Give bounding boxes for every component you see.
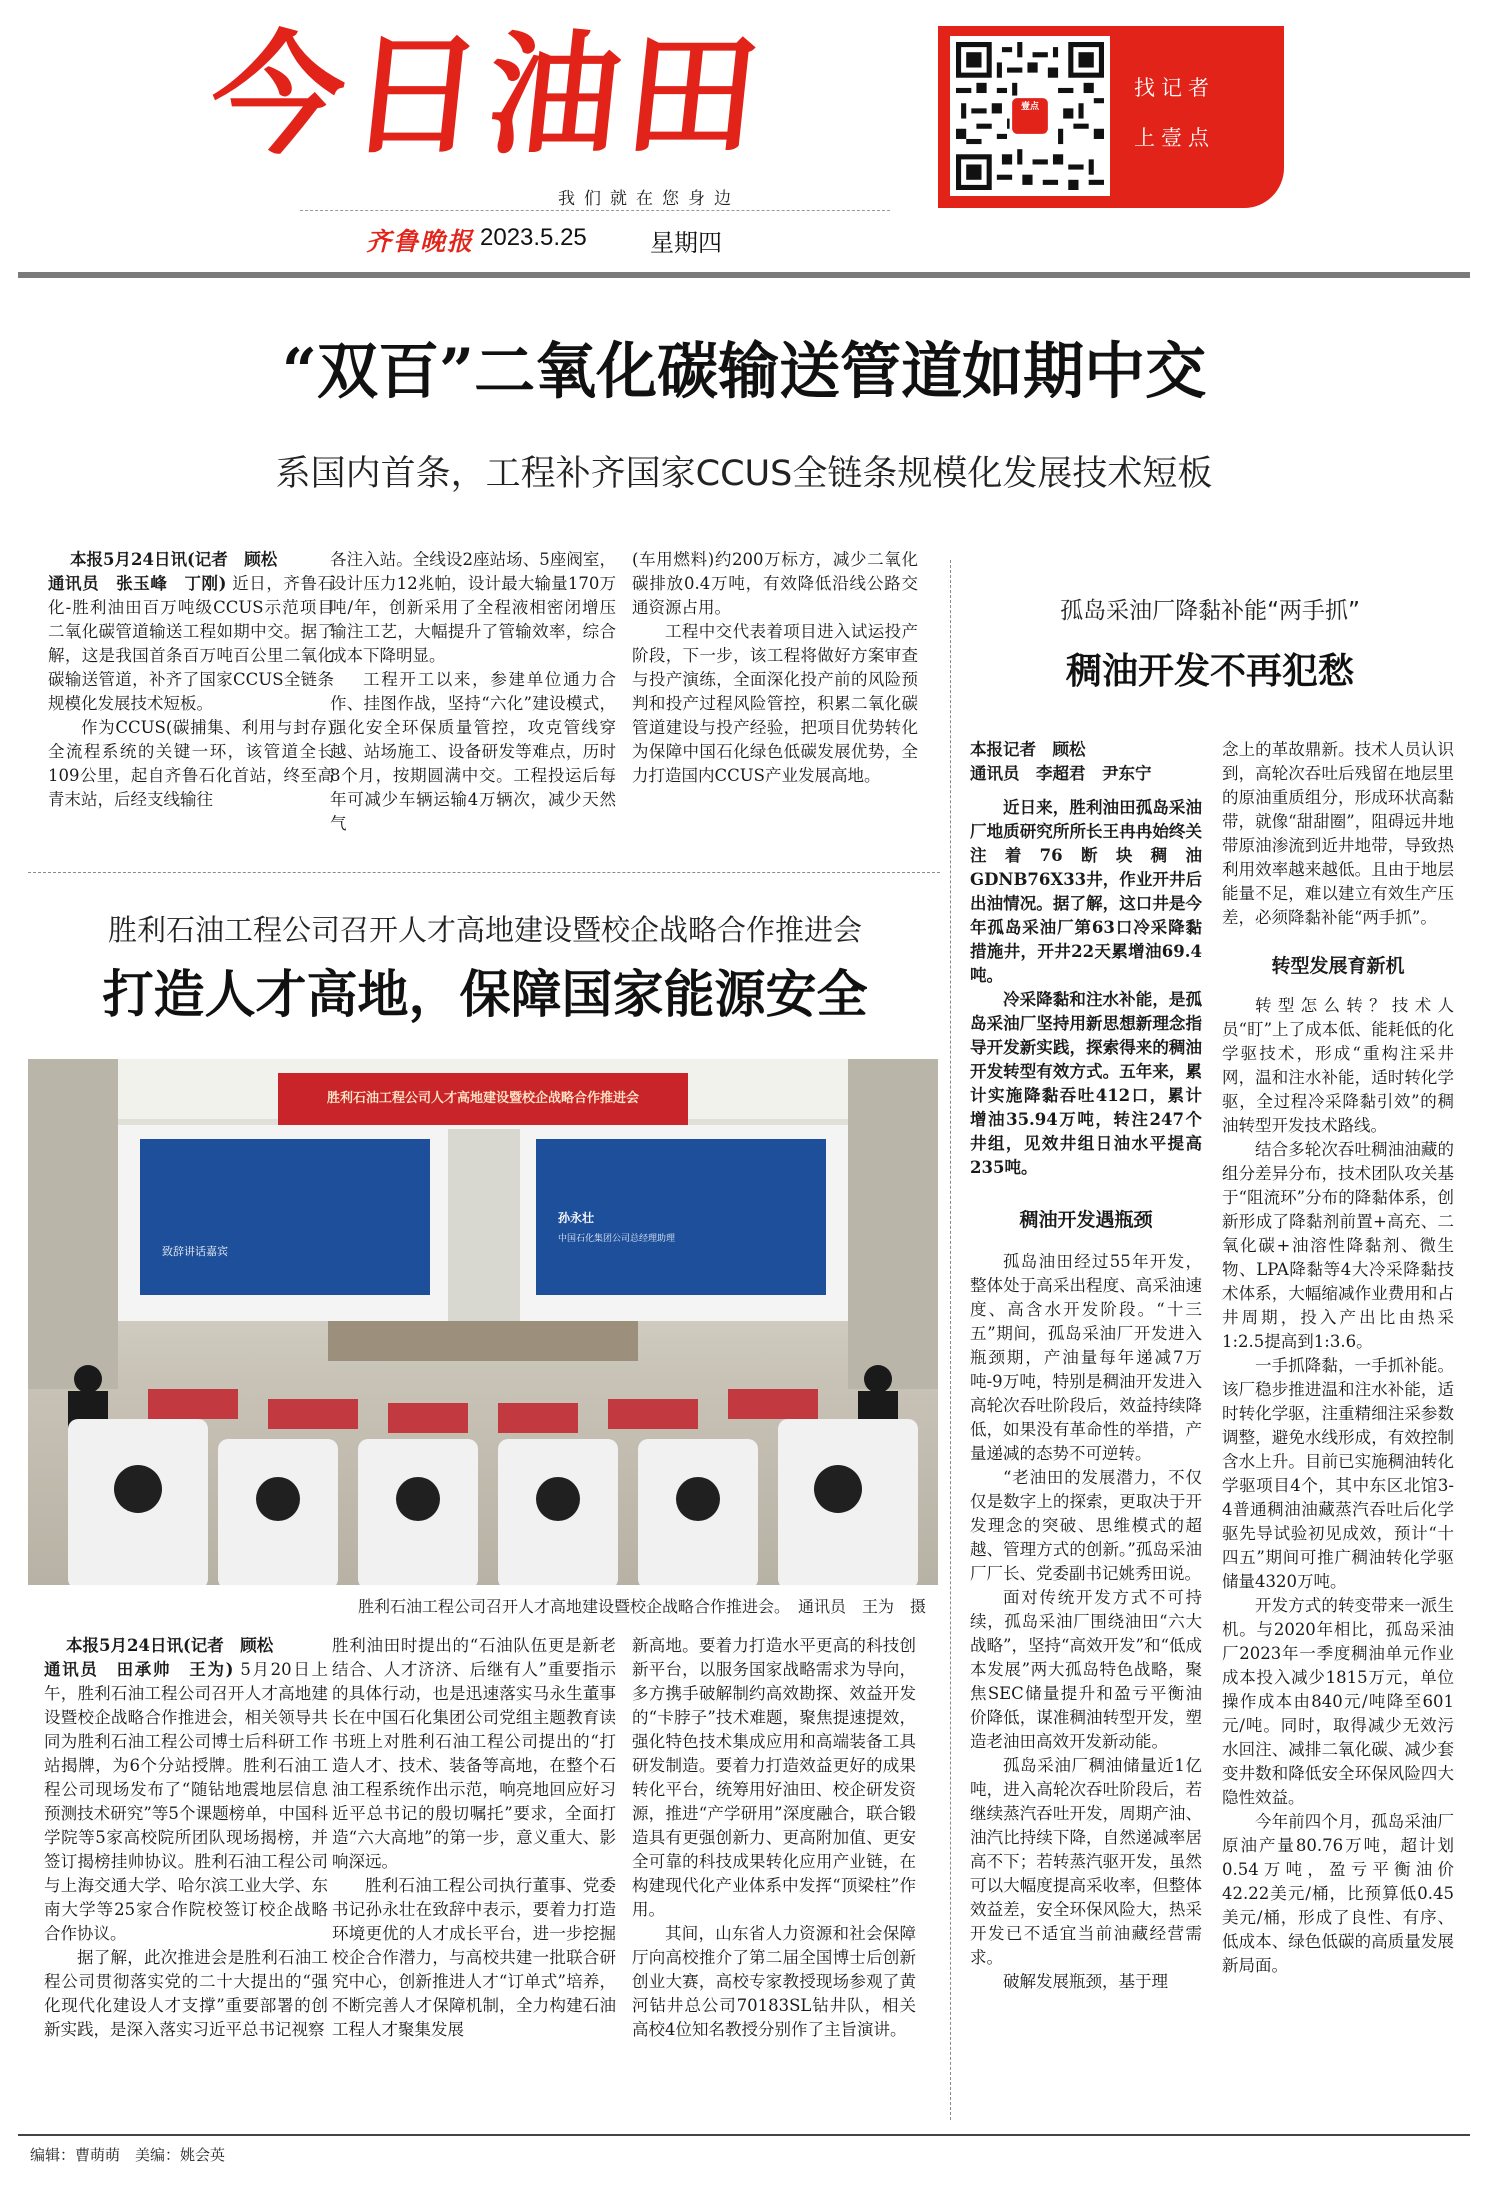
story3-p2: “老油田的发展潜力，不仅仅是数字上的探索，更取决于开发理念的突破、思维模式的超越、管理方式的创新。”孤岛采油厂厂长、党委副书记姚秀田说。 [970,1468,1202,1583]
story1-col1b-text: 作为CCUS(碳捕集、利用与封存)全流程系统的关键一环，该管道全长109公里，起自齐鲁石化首站，终至高青末站，后经支线输往 [48,718,334,809]
photo-screen-right-name: 孙永壮 [558,1211,595,1225]
story3-c2p3: 一手抓降黏，一手抓补能。该厂稳步推进温和注水补能，适时转化学驱，注重精细注采参数调整，避免水线形成，有效控制含水上升。目前已实施稠油转化学驱项目4个，其中东区北馆3-4普通稠油油藏蒸汽吞吐后化学驱先导试验初见成效，预计“十四五”期间可推广稠油转化学驱储量4320万吨。 [1222,1356,1454,1591]
story3-lead: 近日来，胜利油田孤岛采油厂地质研究所所长王冉冉始终关注着76断块稠油GDNB76X33井，作业开井后出油情况。据了解，这口井是今年孤岛采油厂第63口冷采降黏措施井，开井22天累增油69.4吨。 [970,798,1202,985]
story1-col3b-text: 工程中交代表着项目进入试运投产阶段，下一步，该工程将做好方案审查与投产演练，全面深化投产前的风险预判和投产过程风险管控，积累二氧化碳管道建设与投产经验，把项目优势转化为保障中国石化绿色低碳发展优势，全力打造国内CCUS产业发展高地。 [632,622,918,785]
story3-c2p2: 结合多轮次吞吐稠油油藏的组分差异分布，技术团队攻关基于“阻流环”分布的降黏体系，创新形成了降黏剂前置+高充、二氧化碳+油溶性降黏剂、微生物、LPA降黏等4大冷采降黏技术体系，大幅缩减作业费用和占井周期，投入产出比由热采1:2.5提高到1:3.6。 [1222,1140,1454,1351]
story2-byline-2-wrap [44,1658,328,1946]
story2-col2a-text: 胜利油田时提出的“石油队伍更是新老结合、人才济济、后继有人”重要指示的具体行动，也是迅速落实马永生董事长在中国石化集团公司党组主题教育读书班上对胜利石油工程公司提出的“打造人才、技术、装备等高地，在整个石油工程系统作出示范，响亮地回应好习近平总书记的殷切嘱托”要求，全面打造“六大高地”的第一步，意义重大、影响深远。 [332,1636,616,1871]
story3-p4: 孤岛采油厂稠油储量近1亿吨，进入高轮次吞吐阶段后，若继续蒸汽吞吐开发，周期产油、油汽比持续下降，自然递减率居高不下；若转蒸汽驱开发，虽然可以大幅度提高采收率，但整体效益差，安全环保风险大，热采开发已不适宜当前油藏经营需求。 [970,1756,1202,1967]
issue-weekday: 星期四 [650,229,722,257]
issue-date: 2023.5.25 [480,224,587,251]
story3-kicker: 孤岛采油厂降黏补能“两手抓” [1060,598,1360,624]
story1-col2b-text: 工程开工以来，参建单位通力合作、挂图作战，坚持“六化”建设模式，强化安全环保质量管控，攻克管线穿越、站场施工、设备研发等难点，历时8个月，按期圆满中交。工程投运后每年可减少车辆运输4万辆次，减少天然气 [330,670,616,833]
story1-column-2 [330,548,616,860]
story2-column-1 [44,1634,328,2124]
photo-screen-left: 致辞讲话嘉宾 [162,1245,228,1258]
story3-p1: 孤岛油田经过55年开发，整体处于高采出程度、高采油速度、高含水开发阶段。“十三五”期间，孤岛采油厂开发进入瓶颈期，产油量每年递减7万吨-9万吨，特别是稠油开发进入高轮次吞吐阶段后，效益持续降低，如果没有革命性的举措，产量递减的态势不可逆转。 [970,1252,1202,1463]
story2-kicker: 胜利石油工程公司召开人才高地建设暨校企战略合作推进会 [107,913,862,947]
story3-subhead-1: 稠油开发遇瓶颈 [1019,1209,1153,1231]
story2-headline: 打造人才高地，保障国家能源安全 [102,965,868,1025]
story3-column-2 [1222,738,1454,2128]
masthead-slogan-rule [300,210,890,211]
story1-headline: “双百”二氧化碳输送管道如期中交 [281,336,1207,407]
story2-col3a-text: 新高地。要着力打造水平更高的科技创新平台，以服务国家战略需求为导向，多方携手破解制约高效勘探、效益开发的“卡脖子”技术难题，聚焦提速提效，强化特色技术集成应用和高端装备工具研发制造。要着力打造效益更好的成果转化平台，统筹用好油田、校企研发资源，推进“产学研用”深度融合，联合锻造具有更强创新力、更高附加值、更安全可靠的科技成果转化应用产业链，在构建现代化产业体系中发挥“顶梁柱”作用。 [632,1636,916,1919]
story3-headline: 稠油开发不再犯愁 [1065,650,1354,692]
divider-story1 [28,872,940,873]
story3-byline-2: 通讯员 李超君 尹东宁 [970,764,1152,783]
story1-byline-1: 本报5月24日讯(记者 顾松 [70,550,278,569]
divider-right-column [950,560,951,2120]
story2-byline-2: 通讯员 田承帅 王为) [44,1660,234,1679]
story1-col3a-text: (车用燃料)约200万标方，减少二氧化碳排放0.4万吨，有效降低沿线公路交通资源占用。 [632,550,918,617]
masthead-bar [18,272,1470,278]
story2-column-2 [332,1634,616,2124]
contact-line-1: 找记者 [1134,76,1215,100]
story3-p3: 面对传统开发方式不可持续，孤岛采油厂围绕油田“六大战略”，坚持“高效开发”和“低成本发展”两大孤岛特色战略，聚焦SEC储量提升和盈亏平衡油价降低，谋准稠油转型开发，塑造老油田高效开发新动能。 [970,1588,1202,1751]
story2-col1-text: 5月20日上午，胜利石油工程公司召开人才高地建设暨校企战略合作推进会，相关领导共同为胜利石油工程公司博士后科研工作站揭牌，为6个分站授牌。胜利石油工程公司现场发布了“随钻地震地层信息预测技术研究”等5个课题榜单，中国科学院等5家高校院所团队现场揭榜，并签订揭榜挂帅协议。胜利石油工程公司与上海交通大学、哈尔滨工业大学、东南大学等25家合作院校签订校企战略合作协议。 [44,1660,328,1943]
story1-column-3 [632,548,918,860]
story1-col2a-text: 各注入站。全线设2座站场、5座阀室，设计压力12兆帕，设计最大输量170万吨/年，创新采用了全程液相密闭增压输注工艺，大幅提升了管输效率，综合成本下降明显。 [330,550,616,665]
qr-code[interactable] [950,36,1110,196]
contact-line-2: 上壹点 [1134,126,1215,150]
story3-c2p1: 转型怎么转？技术人员“盯”上了成本低、能耗低的化学驱技术，形成“重构注采井网，温和注水补能，适时转化学驱，全过程冷采降黏引效”的稠油转型开发技术路线。 [1222,996,1454,1135]
story3-p5: 破解发展瓶颈，基于理 [1003,1972,1168,1991]
story1-byline-2: 通讯员 张玉峰 丁刚) [48,574,227,593]
photo-banner-text: 胜利石油工程公司人才高地建设暨校企战略合作推进会 [326,1091,639,1106]
story1-col1-text: 近日，齐鲁石化-胜利油田百万吨级CCUS示范项目二氧化碳管道输送工程如期中交。据了解，这是我国首条百万吨百公里二氧化碳输送管道，补齐了国家CCUS全链条规模化发展技术短板。 [48,574,334,713]
story1-byline-2-wrap [48,572,334,716]
story1-subhead: 系国内首条，工程补齐国家CCUS全链条规模化发展技术短板 [275,454,1213,494]
story2-column-3 [632,1634,916,2124]
masthead-slogan: 我们就在您身边 [558,189,740,209]
meeting-photo [28,1059,938,1585]
contact-badge [938,26,1284,208]
story3-subhead-2: 转型发展育新机 [1271,955,1405,977]
qr-center-label: 壹点 [1020,102,1039,112]
story2-byline-1: 本报5月24日讯(记者 顾松 [66,1636,274,1655]
story3-lead-2: 冷采降黏和注水补能，是孤岛采油厂坚持用新思想新理念指导开发新实践，探索得来的稠油开发转型有效方式。五年来，累计实施降黏吞吐412口，累计增油35.94万吨，转注247个井组，见效井组日油水平提高235吨。 [970,990,1202,1177]
meeting-room-illustration [28,1059,938,1585]
photo-screen-right-title: 中国石化集团公司总经理助理 [558,1234,676,1244]
story2-col3b-text: 其间，山东省人力资源和社会保障厅向高校推介了第二届全国博士后创新创业大赛，高校专家教授现场参观了黄河钻井总公司70183SL钻井队，相关高校4位知名教授分别作了主旨演讲。 [632,1924,916,2039]
story3-c2p5: 今年前四个月，孤岛采油厂原油产量80.76万吨，超计划0.54万吨，盈亏平衡油价42.22美元/桶，比预算低0.45美元/桶，形成了良性、有序、低成本、绿色低碳的高质量发展新局面。 [1222,1812,1454,1975]
story3-column-1 [970,738,1202,2128]
story3-c2p0: 念上的革故鼎新。技术人员认识到，高轮次吞吐后残留在地层里的原油重质组分，形成环状高黏带，就像“甜甜圈”，阻碍远井地带原油渗流到近井地带，导致热利用效率越来越低。且由于地层能量不足，难以建立有效生产压差，必须降黏补能“两手抓”。 [1222,740,1454,927]
story2-col1b-text: 据了解，此次推进会是胜利石油工程公司贯彻落实党的二十大提出的“强化现代化建设人才支撑”重要部署的创新实践，是深入落实习近平总书记视察 [44,1948,328,2039]
qr-code-icon [956,42,1104,190]
story1-column-1 [48,548,334,860]
publisher-logo: 齐鲁晚报 [366,227,475,256]
footer-rule [18,2134,1470,2136]
footer-editor: 编辑：曹萌萌 美编：姚会英 [30,2146,226,2164]
story3-byline-1: 本报记者 顾松 [970,740,1086,759]
masthead-logo: 今日油田 [203,19,773,173]
story3-c2p4: 开发方式的转变带来一派生机。与2020年相比，孤岛采油厂2023年一季度稠油单元作业成本投入减少1815万元，单位操作成本由840元/吨降至601元/吨。同时，取得减少无效污水回注、减排二氧化碳、减少套变井数和降低安全环保风险四大隐性效益。 [1222,1596,1454,1807]
story2-col2b-text: 胜利石油工程公司执行董事、党委书记孙永壮在致辞中表示，要着力打造环境更优的人才成长平台，进一步挖掘校企合作潜力，与高校共建一批联合研究中心，创新推进人才“订单式”培养，不断完善人才保障机制，全力构建石油工程人才聚集发展 [332,1876,616,2039]
masthead [0,0,1488,280]
photo-caption: 胜利石油工程公司召开人才高地建设暨校企战略合作推进会。 通讯员 王为 摄 [357,1597,926,1616]
